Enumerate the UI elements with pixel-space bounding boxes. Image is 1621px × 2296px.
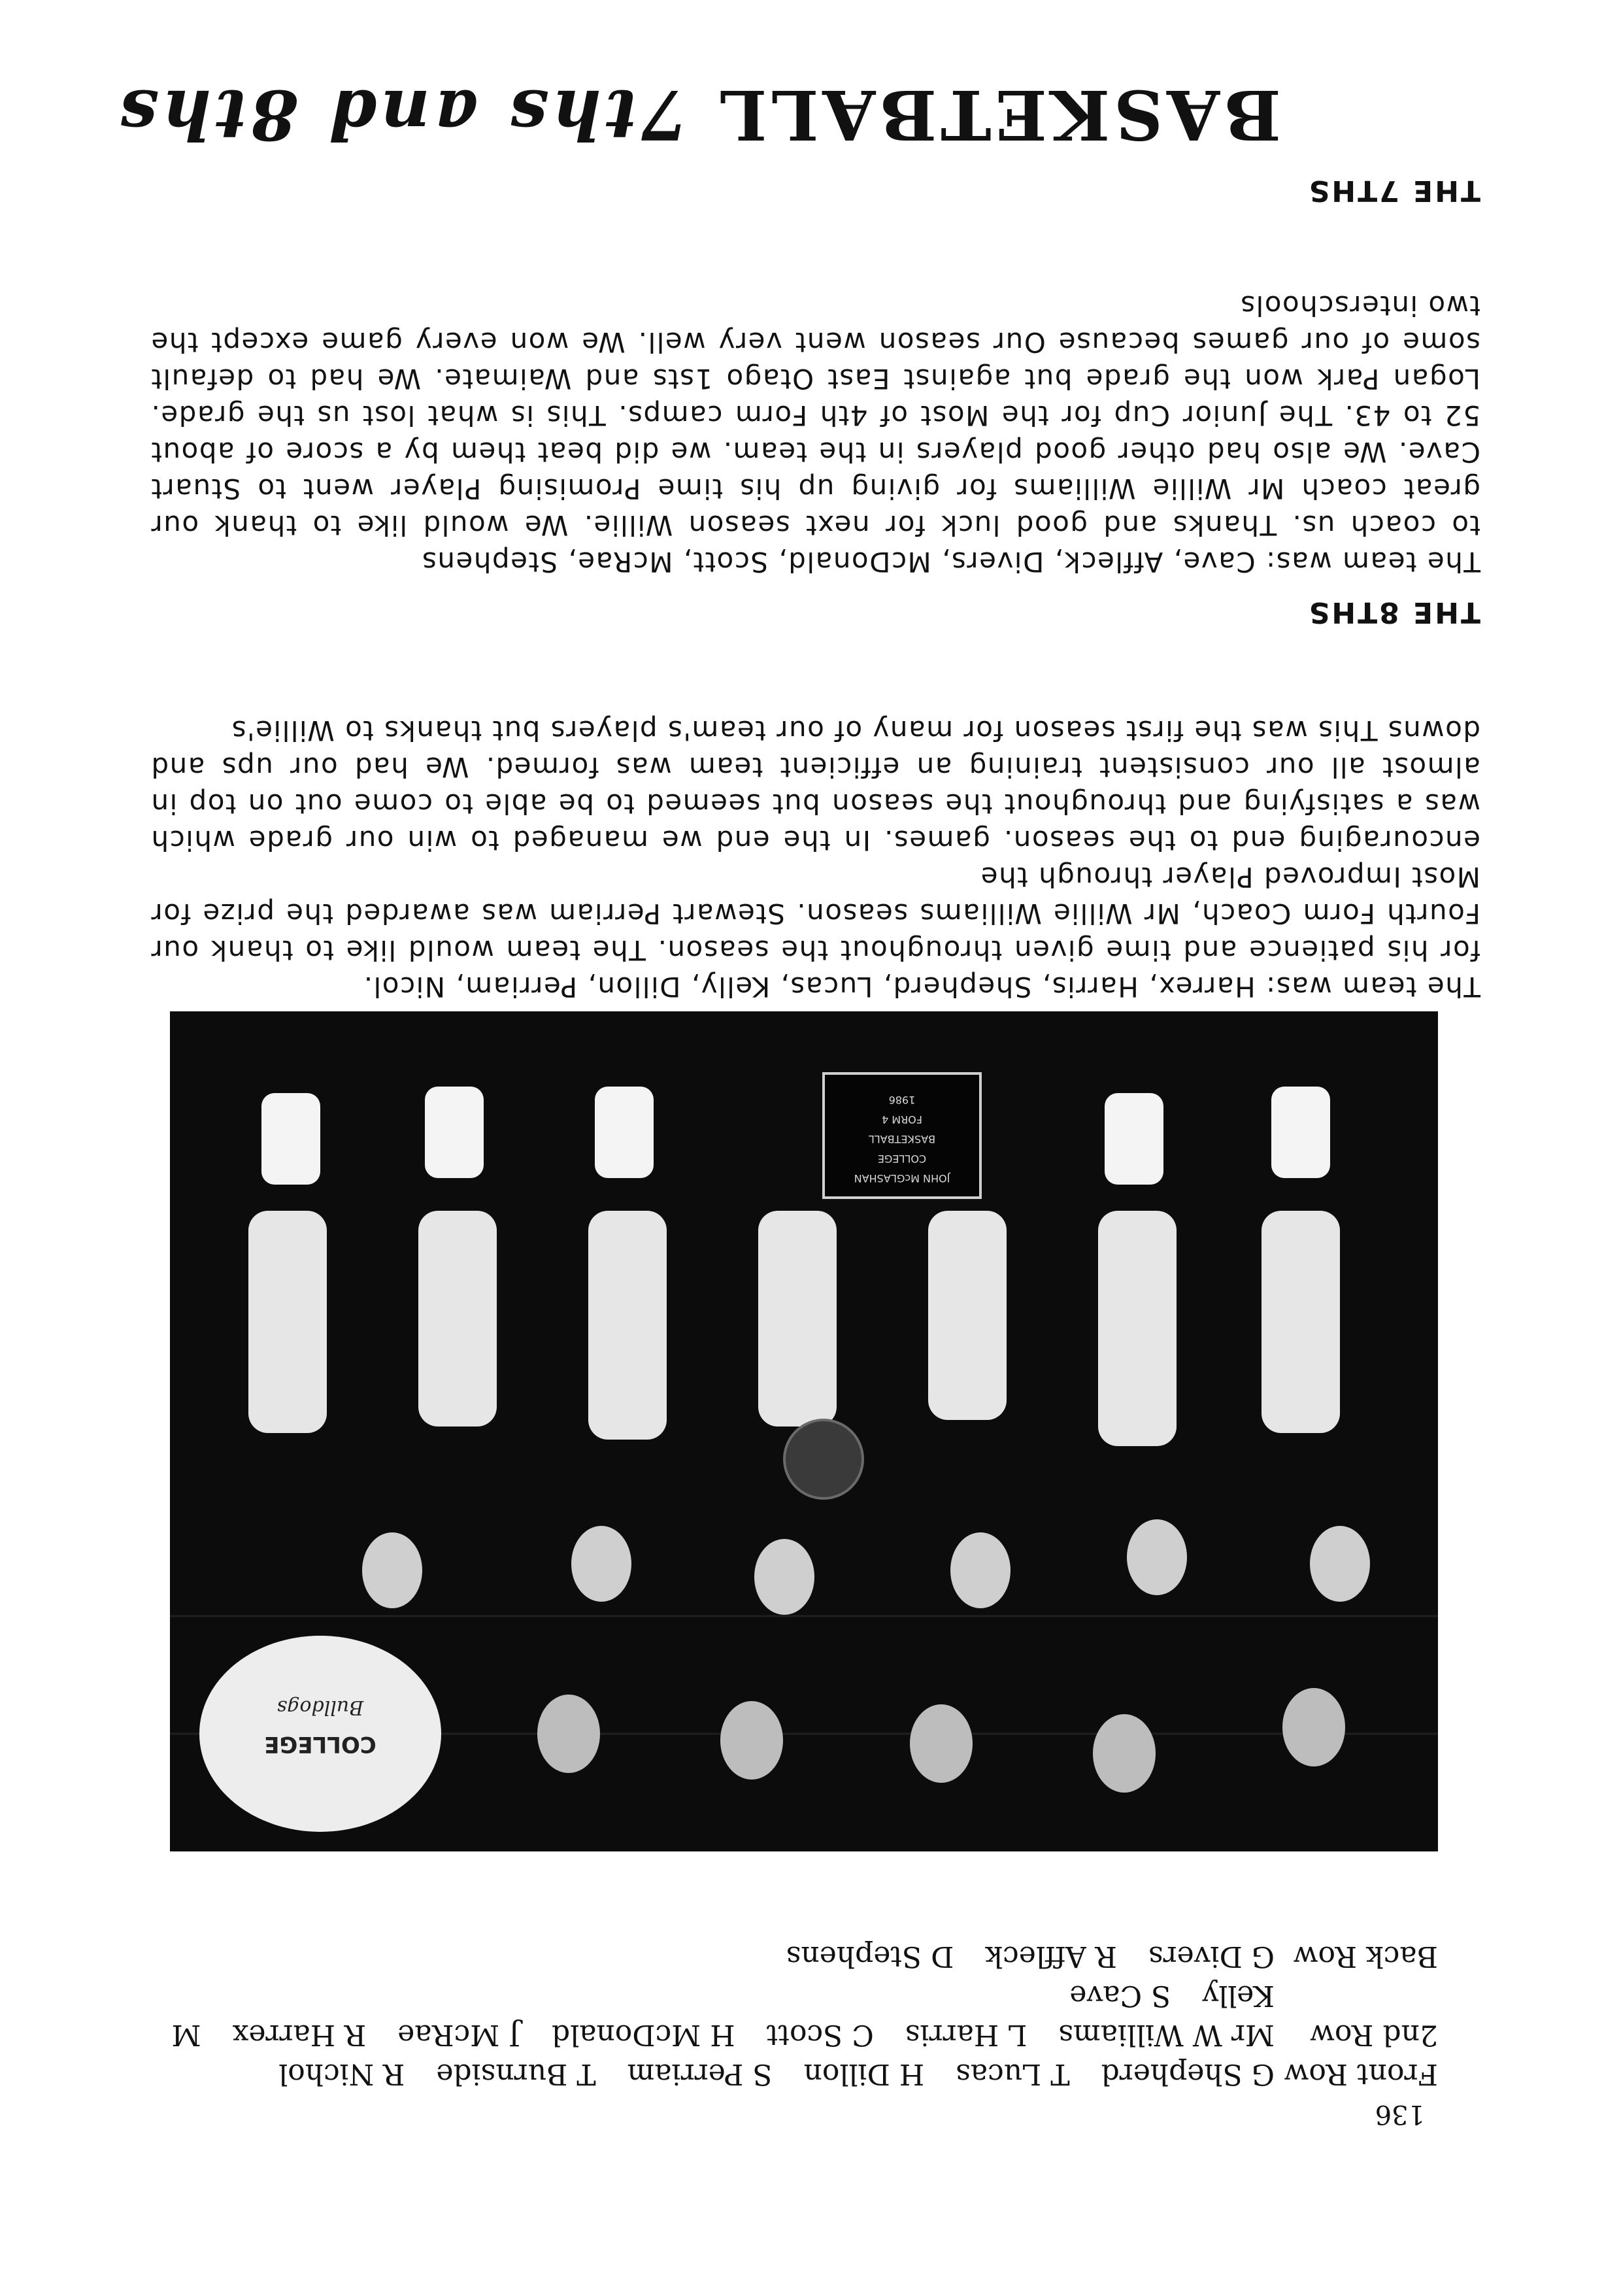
- board-line: JOHN McGLASHAN: [854, 1172, 950, 1185]
- photo-caption: [163, 1936, 1438, 2093]
- caption-row-names: [163, 1976, 1275, 2054]
- banner-line: COLLEGE: [264, 1731, 376, 1757]
- caption-row-label: Front Row: [1284, 2057, 1438, 2091]
- team-board: [824, 1073, 980, 1198]
- page-title: [116, 75, 1281, 155]
- caption-row-names: [163, 2054, 1275, 2093]
- caption-back-row: [163, 1936, 1438, 1976]
- player-name: J McRae: [397, 2018, 520, 2051]
- caption-row-label: 2nd Row: [1310, 2018, 1438, 2051]
- board-line: COLLEGE: [877, 1153, 927, 1165]
- player-name: C Scott: [766, 2018, 874, 2051]
- sevenths-paragraph: to coach us. Thanks and good luck for next season Willie. We would like to thank our great coach Mr Willie Williams for giving up his time Promising Player went to Stuart Cave. We also had other good players in the team. we did beat them by a score of about 52 to 43. The Junior Cup for the Most of 4th Form camps. This is what lost us the grade. Logan Park won the grade but against East Otago 1sts and Waimate. We had to default some of our games because Our season went very well. We won every game except the two interschools: [150, 290, 1480, 541]
- caption-row-label: Back Row: [1293, 1940, 1438, 1973]
- eighths-paragraph-2: for his patience and time given throughout the season. The team would like to thank our Fourth Form Coach, Mr Willie Williams season. Stewart Perriam was awarded the prize for Most Improved Player through the: [150, 861, 1480, 966]
- sevenths-heading: THE 7THS: [1307, 174, 1480, 207]
- sevenths-text: [150, 287, 1480, 580]
- player-name: R Affleck: [985, 1940, 1117, 1973]
- eighths-team-list: The team was: Harrex, Harris, Shepherd, Lucas, Kelly, Dillon, Perriam, Nicol.: [363, 971, 1480, 1003]
- title-main: BASKETBALL: [715, 75, 1281, 155]
- caption-second-row: [163, 1976, 1438, 2054]
- player-name: S Perriam: [627, 2057, 773, 2091]
- player-name: R Harrex: [232, 2018, 367, 2051]
- title-sub: 7ths and 8ths: [115, 75, 688, 155]
- player-name: R Nichol: [278, 2057, 405, 2091]
- player-name: H Dillon: [803, 2057, 925, 2091]
- banner-line: Bulldogs: [276, 1696, 364, 1719]
- page-number: 136: [1375, 2099, 1425, 2129]
- eighths-text: [150, 712, 1480, 1005]
- player-name: M Kelly: [171, 1979, 1275, 2051]
- player-name: H McDonald: [551, 2018, 735, 2051]
- caption-front-row: [163, 2054, 1438, 2093]
- eighths-heading: THE 8THS: [1307, 596, 1480, 629]
- eighths-paragraph-1: encouraging end to the season. games. In the end we managed to win our grade which was a satisfying and throughout the season but seemed to be able to come out on top in almost all our consistent training an efficient team was formed. We had our ups and downs This was the first season for many of our team's players but thanks to Willie's: [150, 715, 1480, 856]
- sevenths-team-list: The team was: Cave, Affleck, Divers, McDonald, Scott, McRae, Stephens: [421, 546, 1480, 578]
- player-name: T Lucas: [956, 2057, 1070, 2091]
- team-photo: [170, 1011, 1438, 1851]
- player-name: D Stephens: [786, 1940, 954, 1973]
- player-name: L Harris: [905, 2018, 1028, 2051]
- player-name: G Shepherd: [1101, 2057, 1275, 2091]
- player-name: G Divers: [1148, 1940, 1275, 1973]
- player-name: S Cave: [1069, 1979, 1171, 2012]
- player-name: Mr W Williams: [1058, 2018, 1275, 2051]
- team-photo-illustration: [170, 1011, 1438, 1851]
- player-name: T Burnside: [436, 2057, 596, 2091]
- basketball: [784, 1420, 863, 1498]
- board-line: 1986: [888, 1094, 916, 1106]
- bulldogs-banner: [199, 1636, 441, 1832]
- board-line: BASKETBALL: [868, 1133, 936, 1145]
- board-line: FORM 4: [882, 1113, 922, 1126]
- caption-row-names: [163, 1936, 1275, 1976]
